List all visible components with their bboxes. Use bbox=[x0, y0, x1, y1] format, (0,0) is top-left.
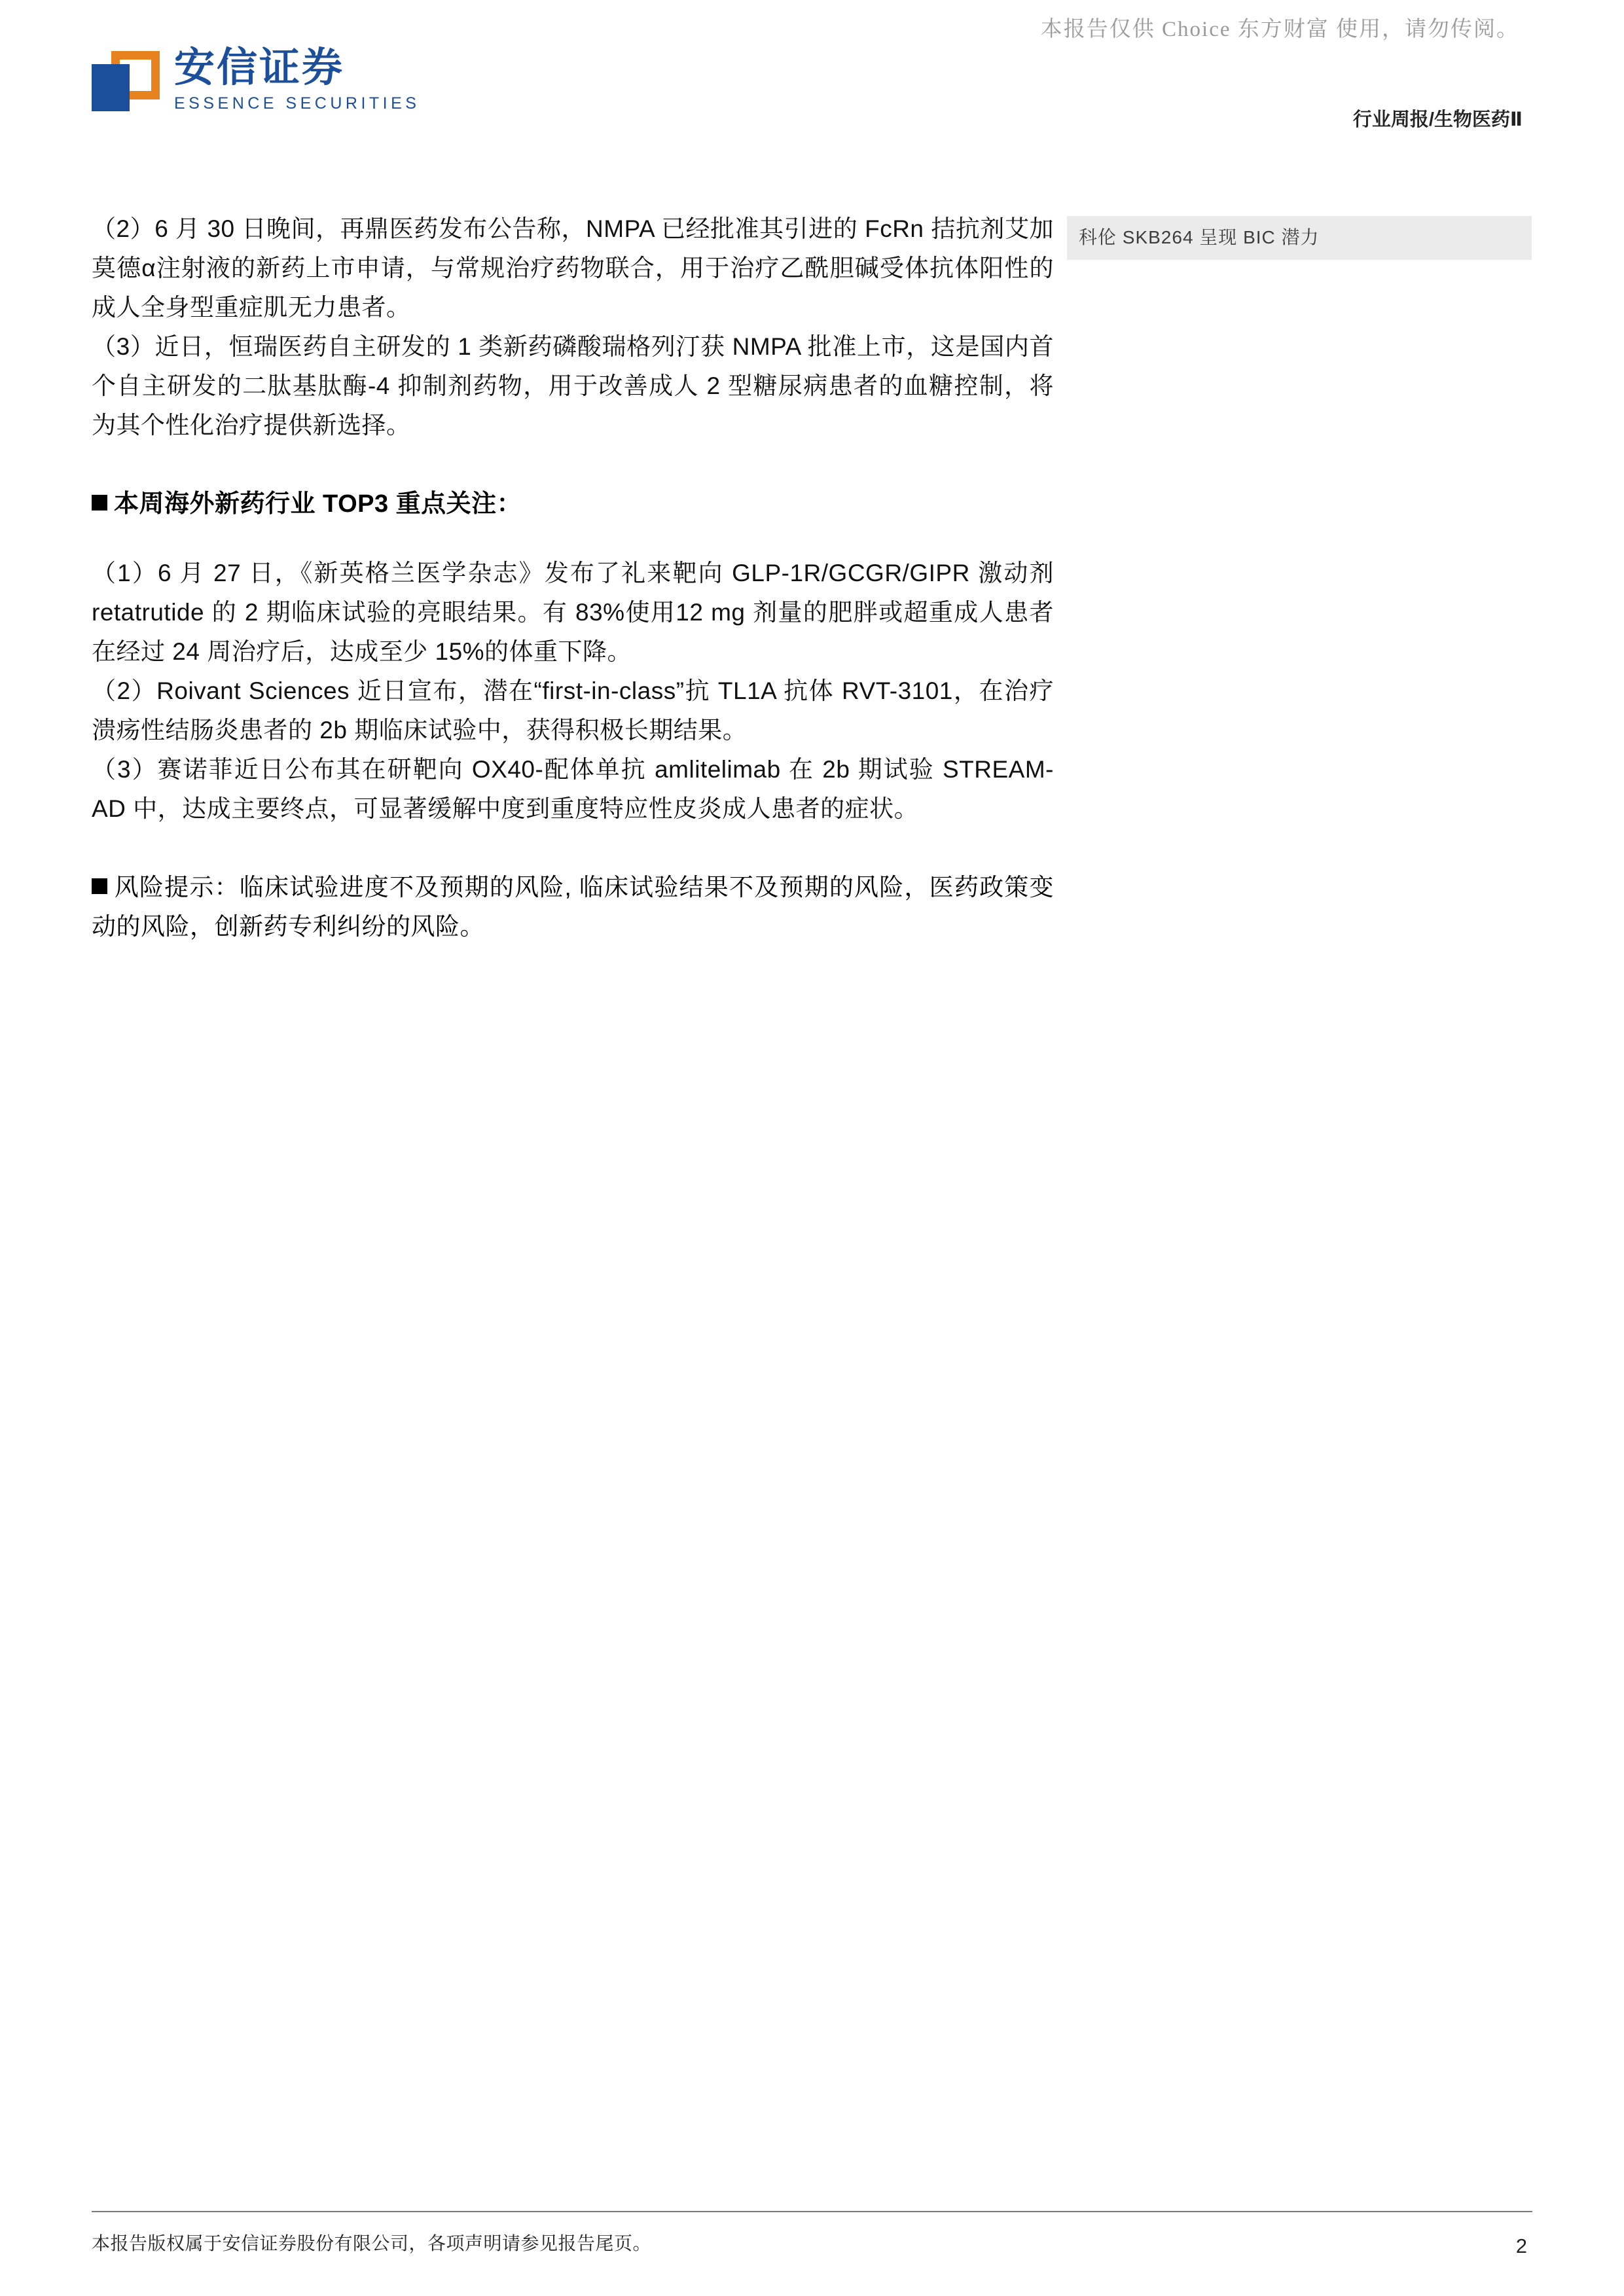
logo-english-name: ESSENCE SECURITIES bbox=[174, 94, 420, 113]
paragraph-hengrui: （3）近日，恒瑞医药自主研发的 1 类新药磷酸瑞格列汀获 NMPA 批准上市，这是国内首个自主研发的二肽基肽酶-4 抑制剂药物，用于改善成人 2 型糖尿病患者的血糖控制，将为其个性化治疗提供新选择。 bbox=[92, 332, 1054, 439]
logo-mark-icon bbox=[92, 46, 160, 114]
paragraph-roivant: （2）Roivant Sciences 近日宣布，潜在“first-in-class”抗 TL1A 抗体 RVT-3101，在治疗溃疡性结肠炎患者的 2b 期临床试验中，获得积极长期结果。 bbox=[92, 677, 1054, 744]
square-bullet-icon bbox=[92, 495, 107, 511]
spacer bbox=[92, 524, 1054, 554]
sidebar-column bbox=[1067, 216, 1532, 260]
logo-text bbox=[174, 46, 420, 113]
paragraph-retatrutide: （1）6 月 27 日，《新英格兰医学杂志》发布了礼来靶向 GLP-1R/GCGR/GIPR 激动剂 retatrutide 的 2 期临床试验的亮眼结果。有 83%使用12 mg 剂量的肥胖或超重成人患者在经过 24 周治疗后，达成至少 15%的体重下降。 bbox=[92, 560, 1054, 666]
main-column bbox=[92, 209, 1054, 946]
risk-warning bbox=[92, 868, 1054, 946]
section-heading-overseas bbox=[92, 484, 1054, 524]
footer-divider bbox=[92, 2211, 1532, 2212]
sidebar-note: 科伦 SKB264 呈现 BIC 潜力 bbox=[1067, 216, 1532, 260]
risk-text: 临床试验进度不及预期的风险, 临床试验结果不及预期的风险，医药政策变动的风险，创新药专利纠纷的风险。 bbox=[92, 873, 1055, 940]
risk-label: 风险提示： bbox=[114, 873, 240, 901]
spacer bbox=[92, 829, 1054, 868]
report-type-label: 行业周报/生物医药Ⅱ bbox=[1352, 109, 1523, 130]
spacer bbox=[92, 445, 1054, 484]
paragraph-sanofi: （3）赛诺菲近日公布其在研靶向 OX40-配体单抗 amlitelimab 在 2b 期试验 STREAM-AD 中，达成主要终点，可显著缓解中度到重度特应性皮炎成人患者的症状。 bbox=[92, 756, 1054, 823]
watermark-text: 本报告仅供 Choice 东方财富 使用，请勿传阅。 bbox=[1040, 18, 1519, 41]
footer-page-number: 2 bbox=[1515, 2234, 1527, 2257]
square-bullet-icon bbox=[92, 878, 107, 894]
logo-chinese-name: 安信证券 bbox=[174, 45, 345, 90]
logo-blue-square bbox=[92, 64, 130, 111]
section-heading-overseas-label: 本周海外新药行业 TOP3 重点关注： bbox=[114, 490, 522, 518]
company-logo bbox=[92, 46, 420, 114]
footer-disclaimer: 本报告版权属于安信证券股份有限公司，各项声明请参见报告尾页。 bbox=[92, 2233, 652, 2253]
paragraph-zaiding: （2）6 月 30 日晚间，再鼎医药发布公告称，NMPA 已经批准其引进的 FcRn 拮抗剂艾加莫德α注射液的新药上市申请，与常规治疗药物联合，用于治疗乙酰胆碱受体抗体阳性的成人全身型重症肌无力患者。 bbox=[92, 215, 1054, 321]
